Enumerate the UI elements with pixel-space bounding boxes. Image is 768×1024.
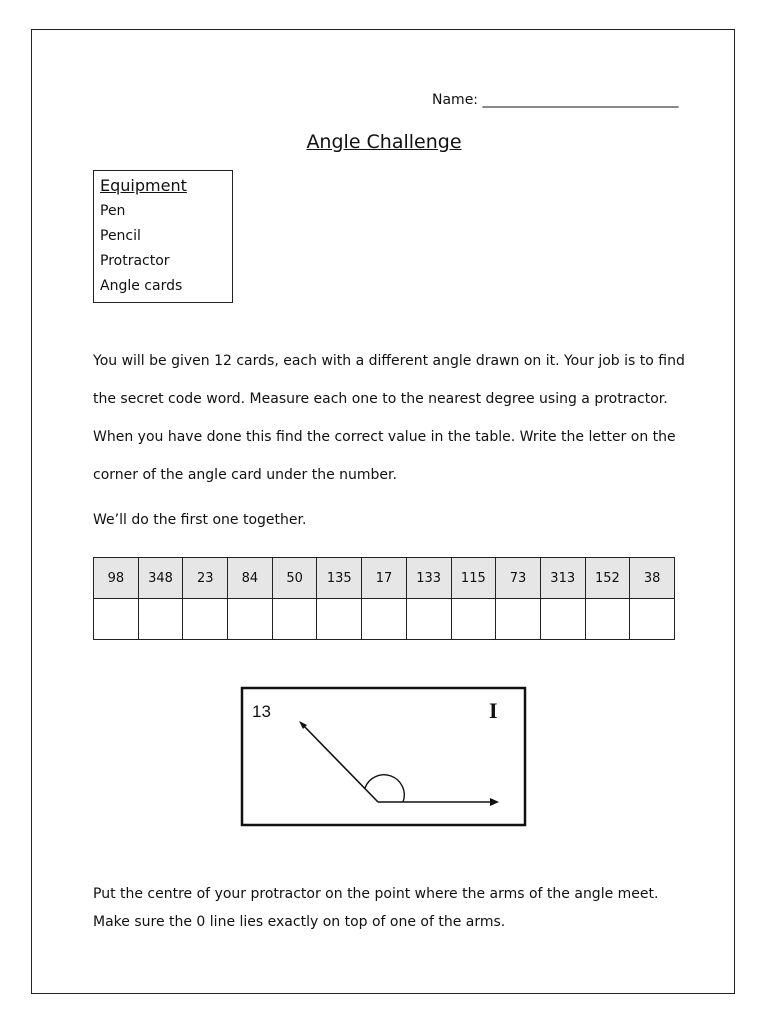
page-title: Angle Challenge bbox=[306, 131, 462, 153]
equipment-box bbox=[93, 170, 233, 303]
code-number-cell: 98 bbox=[94, 558, 139, 599]
code-letter-cell[interactable] bbox=[317, 599, 362, 640]
footer-instructions bbox=[93, 880, 658, 936]
angle-card-number: 13 bbox=[252, 702, 271, 721]
code-number-cell: 38 bbox=[630, 558, 675, 599]
code-number-cell: 152 bbox=[585, 558, 630, 599]
equipment-item: Pen bbox=[100, 203, 126, 219]
equipment-item: Angle cards bbox=[100, 278, 183, 294]
code-number-cell: 135 bbox=[317, 558, 362, 599]
code-table bbox=[93, 557, 675, 640]
code-number-cell: 50 bbox=[272, 558, 317, 599]
footer-line: Make sure the 0 line lies exactly on top of one of the arms. bbox=[93, 914, 506, 930]
code-number-cell: 84 bbox=[228, 558, 273, 599]
code-number-cell: 73 bbox=[496, 558, 541, 599]
code-letter-cell[interactable] bbox=[272, 599, 317, 640]
code-letter-cell[interactable] bbox=[406, 599, 451, 640]
code-number-cell: 115 bbox=[451, 558, 496, 599]
code-letter-cell[interactable] bbox=[183, 599, 228, 640]
footer-line: Put the centre of your protractor on the point where the arms of the angle meet. bbox=[93, 886, 659, 902]
instruction-line: You will be given 12 cards, each with a different angle drawn on it. Your job is to find bbox=[93, 353, 685, 369]
name-field: Name: ____________________________ bbox=[432, 92, 679, 108]
code-letter-cell[interactable] bbox=[138, 599, 183, 640]
code-letter-cell[interactable] bbox=[94, 599, 139, 640]
code-letter-cell[interactable] bbox=[540, 599, 585, 640]
instruction-line: When you have done this find the correct value in the table. Write the letter on the bbox=[93, 429, 676, 445]
instruction-line: corner of the angle card under the number. bbox=[93, 467, 397, 483]
instructions-paragraph bbox=[93, 342, 693, 494]
code-number-cell: 23 bbox=[183, 558, 228, 599]
code-letter-cell[interactable] bbox=[585, 599, 630, 640]
code-number-cell: 348 bbox=[138, 558, 183, 599]
equipment-title: Equipment bbox=[100, 176, 187, 195]
code-letter-row bbox=[94, 599, 675, 640]
code-number-cell: 133 bbox=[406, 558, 451, 599]
code-letter-cell[interactable] bbox=[228, 599, 273, 640]
equipment-item: Protractor bbox=[100, 253, 170, 269]
code-letter-cell[interactable] bbox=[496, 599, 541, 640]
code-letter-cell[interactable] bbox=[630, 599, 675, 640]
code-number-row bbox=[94, 558, 675, 599]
together-note: We’ll do the first one together. bbox=[93, 512, 307, 528]
angle-card-letter: I bbox=[489, 698, 498, 723]
instruction-line: the secret code word. Measure each one to the nearest degree using a protractor. bbox=[93, 391, 668, 407]
code-letter-cell[interactable] bbox=[362, 599, 407, 640]
equipment-item: Pencil bbox=[100, 228, 141, 244]
angle-card-border bbox=[242, 688, 525, 825]
code-number-cell: 17 bbox=[362, 558, 407, 599]
code-number-cell: 313 bbox=[540, 558, 585, 599]
angle-card bbox=[240, 686, 528, 828]
code-letter-cell[interactable] bbox=[451, 599, 496, 640]
